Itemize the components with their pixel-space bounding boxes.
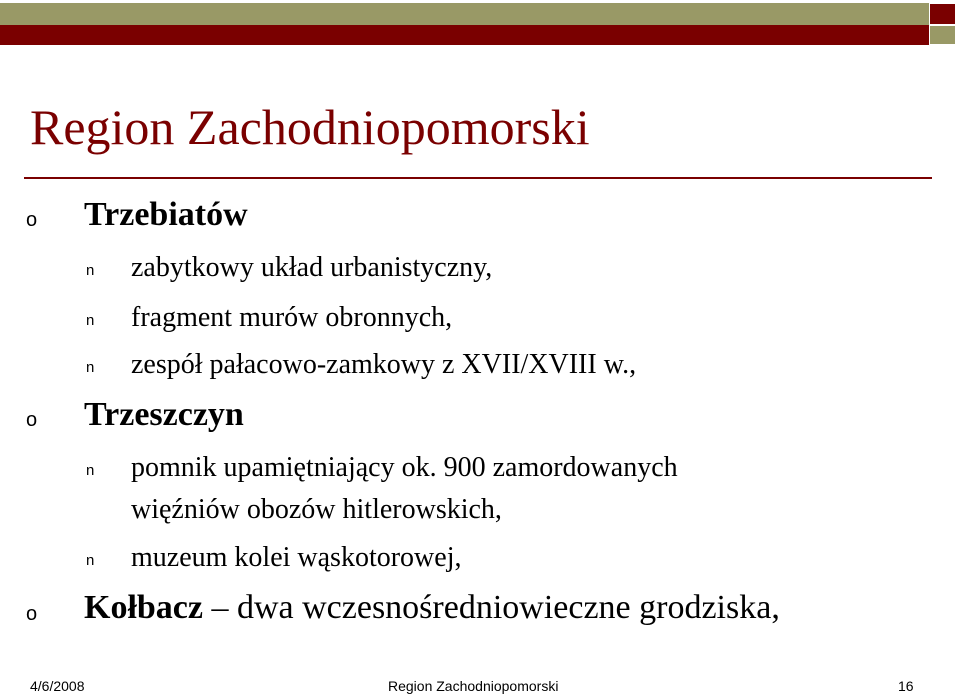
subitem: pomnik upamiętniający ok. 900 zamordowanych: [131, 452, 678, 483]
sub-bullet-marker: n: [86, 359, 95, 376]
sub-bullet-marker: n: [86, 462, 95, 479]
heading-text: Trzeszczyn: [84, 396, 244, 433]
sub-bullet-marker: n: [86, 552, 95, 569]
sub-bullet-marker: n: [86, 312, 95, 329]
corner-square-olive: [929, 25, 956, 45]
subitem-continuation: więźniów obozów hitlerowskich,: [131, 494, 502, 525]
heading-text: Kołbacz: [84, 589, 203, 626]
heading-description: – dwa wczesnośredniowieczne grodziska,: [202, 589, 780, 626]
heading-text: Trzebiatów: [84, 196, 248, 233]
bullet-marker: o: [26, 603, 38, 625]
subitem: muzeum kolei wąskotorowej,: [131, 542, 462, 573]
sub-bullet-marker: n: [86, 262, 95, 279]
bullet-marker: o: [26, 409, 38, 431]
dark-red-band: [0, 25, 929, 45]
subitem: zabytkowy układ urbanistyczny,: [131, 252, 493, 283]
subitem: zespół pałacowo-zamkowy z XVII/XVIII w.,: [131, 349, 637, 380]
corner-square-red: [929, 3, 956, 25]
subitem: fragment murów obronnych,: [131, 302, 453, 333]
olive-band: [0, 3, 929, 25]
item-heading-trzeszczyn: [84, 396, 244, 434]
title-underline: [24, 177, 932, 179]
footer-page-number: 16: [898, 678, 914, 694]
top-decorative-bar: [0, 0, 959, 48]
bullet-marker: o: [26, 209, 38, 231]
item-heading-kolbacz: [84, 589, 780, 627]
slide-title: Region Zachodniopomorski: [30, 99, 590, 155]
footer-title: Region Zachodniopomorski: [388, 678, 559, 694]
footer-date: 4/6/2008: [30, 678, 85, 694]
item-heading-trzebiatow: [84, 196, 248, 234]
